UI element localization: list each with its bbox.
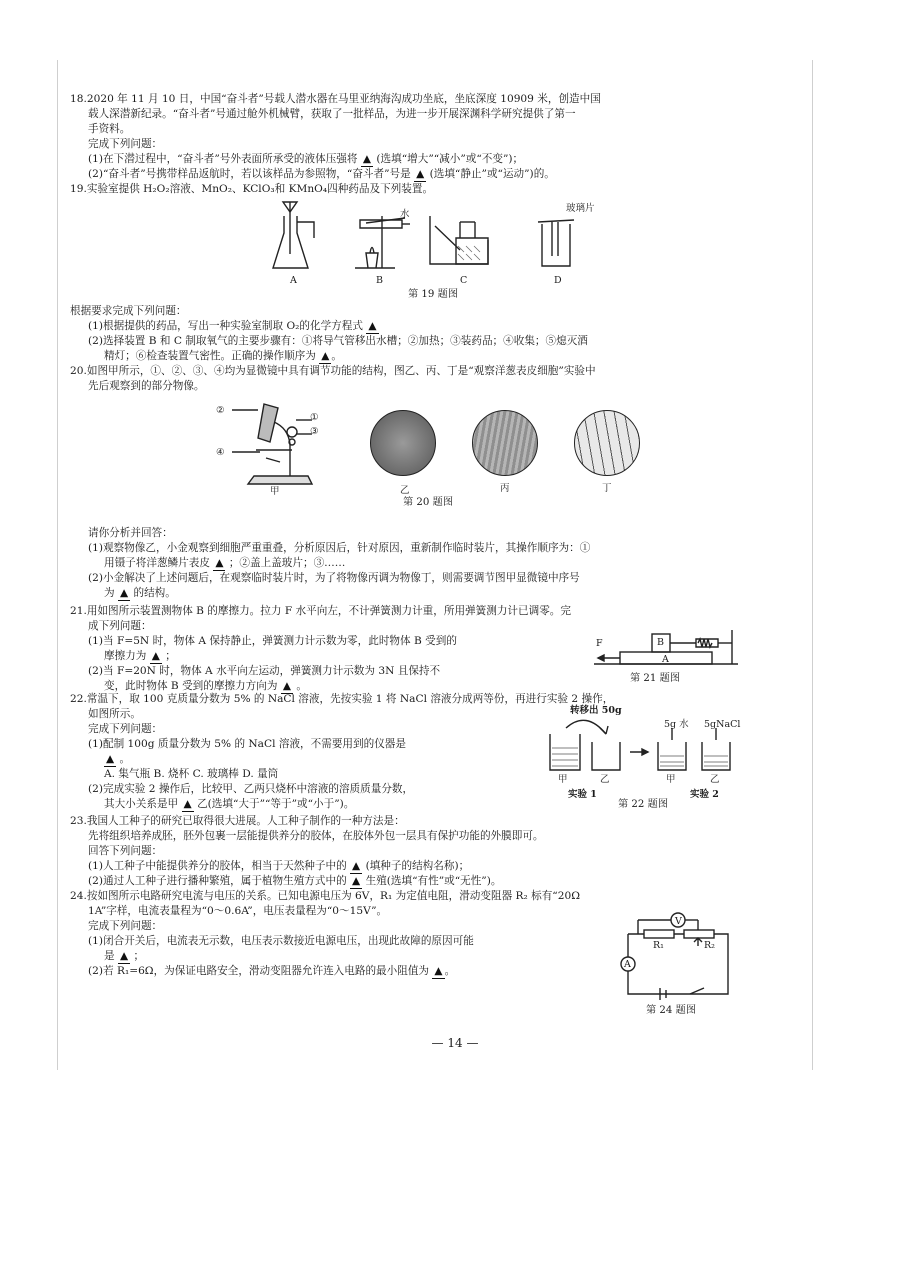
q23-part1-text: (1)人工种子中能提供养分的胶体，相当于天然种子中的 <box>88 860 347 872</box>
q22-line-3: 完成下列问题： <box>88 723 163 735</box>
q22-transfer-label: 转移出 50g <box>570 705 622 716</box>
q19-line-3 <box>88 319 379 334</box>
q19-label-d: D <box>554 275 562 286</box>
q20-line-7 <box>104 586 176 601</box>
q22-beaker-yi-1: 乙 <box>600 774 610 785</box>
q21-line-2: 成下列问题： <box>88 620 152 632</box>
q22-line-7 <box>104 797 354 812</box>
q23-part1-hint: (填种子的结构名称)； <box>365 860 470 872</box>
q21-block-a-label: A <box>662 654 669 665</box>
q20-part2-end: 的结构。 <box>133 587 176 599</box>
answer-blank: ▲ <box>366 319 378 334</box>
q18-line-1: 18.2020 年 11 月 10 日，中国“奋斗者”号载人潜水器在马里亚纳海沟成功坐底，坐底深度 10909 米，创造中国 <box>70 93 601 105</box>
q21-block-b-label: B <box>657 637 664 648</box>
q20-label-yi: 乙 <box>400 485 410 496</box>
q22-line-6: (2)完成实验 2 操作后，比较甲、乙两只烧杯中溶液的溶质质量分数， <box>88 783 414 795</box>
q23-line-3: 回答下列问题： <box>88 845 163 857</box>
q24-part1-text: 是 <box>104 950 115 962</box>
q22-beaker-jia-1: 甲 <box>558 774 568 785</box>
q22-experiment-1-label: 实验 1 <box>568 789 597 800</box>
answer-blank: ▲ <box>432 964 444 979</box>
q18-part1-text: (1)在下潜过程中，“奋斗者”号外表面所承受的液体压强将 <box>88 153 358 165</box>
q22-line-4: (1)配制 100g 质量分数为 5% 的 NaCl 溶液，不需要用到的仪器是 <box>88 738 406 750</box>
resistor-r1-label: R₁ <box>653 940 664 951</box>
q19-part2-end: 。 <box>331 350 342 362</box>
q18-part1-hint: (选填“增大”“减小”或“不变”)； <box>376 153 524 165</box>
answer-blank: ▲ <box>319 349 331 364</box>
q24-part2-text: (2)若 R₁=6Ω，为保证电路安全，滑动变阻器允许连入电路的最小阻值为 <box>88 965 430 977</box>
q22-experiment-2-label: 实验 2 <box>690 789 719 800</box>
q21-line-5: (2)当 F=20N 时，物体 A 水平向左运动，弹簧测力计示数为 3N 且保持不 <box>88 665 441 677</box>
q21-part2-text: 变，此时物体 B 受到的摩擦力方向为 <box>104 680 278 692</box>
answer-blank: ▲ <box>414 167 426 182</box>
voltmeter-label: V <box>675 916 682 927</box>
q24-part2-end: 。 <box>444 965 456 977</box>
q24-figure-caption: 第 24 题图 <box>646 1005 697 1016</box>
page-number: — 14 — <box>431 1036 479 1050</box>
q18-line-2: 载人深潜新纪录。“奋斗者”号通过舱外机械臂，获取了一批样品，为进一步开展深渊科学研究提供了第一 <box>88 108 576 120</box>
q22-figure-caption: 第 22 题图 <box>618 799 669 810</box>
q19-figure-caption: 第 19 题图 <box>408 289 459 300</box>
q22-line-2: 如图所示。 <box>88 708 141 720</box>
q19-line-2: 根据要求完成下列问题： <box>70 305 187 317</box>
q23-line-5 <box>88 874 501 889</box>
q19-part1-text: (1)根据提供的药品，写出一种实验室制取 O₂的化学方程式 <box>88 320 363 332</box>
apparatus-c <box>430 216 488 264</box>
apparatus-a <box>273 202 314 268</box>
q24-line-2: 1A”字样，电流表量程为“0～0.6A”，电压表量程为“0～15V”。 <box>88 905 388 917</box>
q20-part1-steps: ；②盖上盖玻片；③…… <box>228 557 346 569</box>
q22-line-1: 22.常温下，取 100 克质量分数为 5% 的 NaCl 溶液，先按实验 1 将 NaCl 溶液分成两等份，再进行实验 2 操作， <box>70 693 614 705</box>
q18-part2-hint: (选填“静止”或“运动”)的。 <box>429 168 555 180</box>
water-hatch <box>458 246 480 260</box>
answer-blank: ▲ <box>104 752 116 767</box>
q22-options: A. 集气瓶 B. 烧杯 C. 玻璃棒 D. 量筒 <box>104 768 279 780</box>
q19-label-c: C <box>460 275 468 286</box>
answer-blank: ▲ <box>350 859 362 874</box>
q20-label-ding: 丁 <box>602 483 612 494</box>
q20-line-4: (1)观察物像乙，小金观察到细胞严重重叠，分析原因后，针对原因，重新制作临时装片，其操作顺序为：① <box>88 542 591 554</box>
q24-line-5 <box>104 949 144 964</box>
image-yi-view <box>370 410 436 476</box>
q20-line-1: 20.如图甲所示，①、②、③、④均为显微镜中具有调节功能的结构，图乙、丙、丁是“观察洋葱表皮细胞”实验中 <box>70 365 596 377</box>
q23-part2-hint: 生殖(选填“有性”或“无性”)。 <box>365 875 502 887</box>
q18-line-3: 手资料。 <box>88 123 131 135</box>
answer-blank: ▲ <box>182 797 194 812</box>
q21-part1-text: 摩擦力为 <box>104 650 147 662</box>
answer-blank: ▲ <box>281 679 293 694</box>
answer-blank: ▲ <box>118 949 130 964</box>
q18-line-4: 完成下列问题： <box>88 138 163 150</box>
q20-figure-caption: 第 20 题图 <box>403 497 454 508</box>
q24-line-1: 24.按如图所示电路研究电流与电压的关系。已知电源电压为 6V，R₁ 为定值电阻，滑动变阻器 R₂ 标有“20Ω <box>70 890 580 902</box>
microscope-part-1: ① <box>310 412 319 423</box>
q19-label-b: B <box>376 275 383 286</box>
q24-part1-end: ； <box>133 950 145 962</box>
image-bing-view <box>472 410 538 476</box>
q21-part1-end: ； <box>165 650 176 662</box>
image-ding-view <box>574 410 640 476</box>
q24-line-6 <box>88 964 455 979</box>
q23-line-4 <box>88 859 469 874</box>
q19-line-4: (2)选择装置 B 和 C 制取氧气的主要步骤有：①将导气管移出水槽；②加热；③装药品；④收集；⑤熄灭酒 <box>88 335 588 347</box>
q19-line-5 <box>104 349 342 364</box>
q23-part2-text: (2)通过人工种子进行播种繁殖，属于植物生殖方式中的 <box>88 875 347 887</box>
q19-part2-text: 精灯；⑥检查装置气密性。正确的操作顺序为 <box>104 350 316 362</box>
q20-line-6: (2)小金解决了上述问题后，在观察临时装片时，为了将物像丙调为物像丁，则需要调节图甲显微镜中序号 <box>88 572 580 584</box>
apparatus-b <box>355 216 410 268</box>
q20-line-2: 先后观察到的部分物像。 <box>88 380 205 392</box>
q22-part2-text: 其大小关系是甲 <box>104 798 179 810</box>
left-binding-line <box>57 60 58 1070</box>
q22-nacl-label: 5gNaCl <box>704 719 741 730</box>
q22-beaker-jia-2: 甲 <box>666 774 676 785</box>
q18-line-5 <box>88 152 523 167</box>
q20-label-bing: 丙 <box>500 483 510 494</box>
q24-line-3: 完成下列问题： <box>88 920 163 932</box>
answer-blank: ▲ <box>350 874 362 889</box>
q21-figure-caption: 第 21 题图 <box>630 673 681 684</box>
exam-page <box>70 92 820 1052</box>
q22-line-5: ▲ 。 <box>104 752 130 767</box>
q24-line-4: (1)闭合开关后，电流表无示数，电压表示数接近电源电压，出现此故障的原因可能 <box>88 935 474 947</box>
q19-glass-label: 玻璃片 <box>566 203 595 214</box>
microscope-part-3: ③ <box>310 426 319 437</box>
q20-part2-text: 为 <box>104 587 115 599</box>
q20-label-jia: 甲 <box>270 486 280 497</box>
resistor-r2-label: R₂ <box>704 940 715 951</box>
microscope-part-2: ② <box>216 405 225 416</box>
q22-beaker-yi-2: 乙 <box>710 774 720 785</box>
q21-force-label: F <box>596 638 603 649</box>
q21-part2-end: 。 <box>296 680 307 692</box>
answer-blank: ▲ <box>213 556 225 571</box>
apparatus-d <box>538 220 574 266</box>
answer-blank: ▲ <box>150 649 162 664</box>
answer-blank: ▲ <box>361 152 373 167</box>
q22-part2-hint: 乙(选填“大于”“等于”或“小于”)。 <box>197 798 355 810</box>
q21-line-4 <box>104 649 176 664</box>
q20-part1-text: 用镊子将洋葱鳞片表皮 <box>104 557 210 569</box>
q19-line-1: 19.实验室提供 H₂O₂溶液、MnO₂、KClO₃和 KMnO₄四种药品及下列装置。 <box>70 183 434 195</box>
microscope-part-4: ④ <box>216 447 225 458</box>
q19-water-label: 水 <box>400 209 410 220</box>
q19-label-a: A <box>290 275 297 286</box>
answer-blank: ▲ <box>118 586 130 601</box>
q18-line-6 <box>88 167 555 182</box>
q20-line-5 <box>104 556 345 571</box>
q23-line-1: 23.我国人工种子的研究已取得很大进展。人工种子制作的一种方法是： <box>70 815 405 827</box>
q20-line-3: 请你分析并回答： <box>88 527 173 539</box>
ammeter-label: A <box>624 959 631 970</box>
q22-water-label: 5g 水 <box>664 719 689 730</box>
q21-line-1: 21.用如图所示装置测物体 B 的摩擦力。拉力 F 水平向左，不计弹簧测力计重，所用弹簧测力计已调零。完 <box>70 605 571 617</box>
q23-line-2: 先将组织培养成胚，胚外包裹一层能提供养分的胶体，在胶体外包一层具有保护功能的外膜即可。 <box>88 830 544 842</box>
q21-line-3: (1)当 F=5N 时，物体 A 保持静止，弹簧测力计示数为零，此时物体 B 受到的 <box>88 635 457 647</box>
q18-part2-text: (2)“奋斗者”号携带样品返航时，若以该样品为参照物，“奋斗者”号是 <box>88 168 411 180</box>
